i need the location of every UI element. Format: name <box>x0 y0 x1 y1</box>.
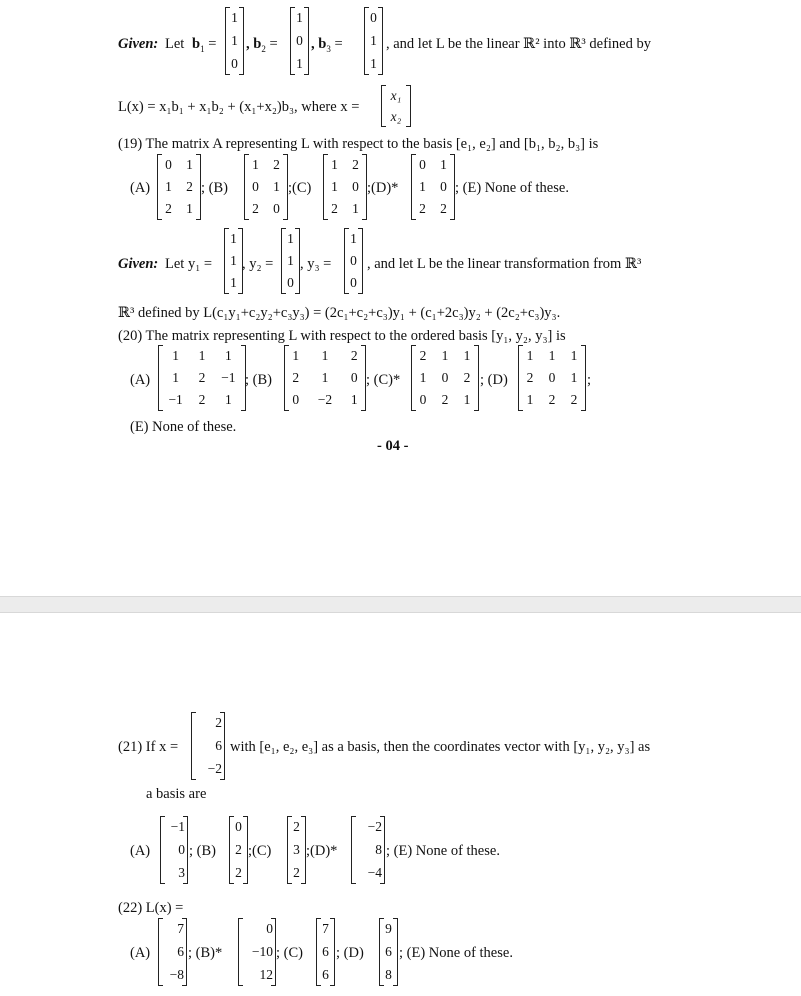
matrix-cell: 2 <box>419 201 426 216</box>
matrix-cell: 1 <box>440 157 447 172</box>
vector-b2 <box>290 7 309 75</box>
b3-label: , $b_3$ = <box>311 36 343 54</box>
q22-option-b-label: ; (B)* <box>188 945 223 961</box>
q21-stem-middle: with [e₁, e₂, e₃] as a basis, then the coordinates vector with [y₁, y₂, y₃] as <box>230 739 651 755</box>
q21-option-c-label: ;(C) <box>248 843 272 859</box>
matrix-cell: 1 <box>321 348 329 363</box>
matrix-cell: 0 <box>252 179 259 194</box>
matrix-cell: 1 <box>419 179 426 194</box>
b2-label: , $b_2$ = <box>246 36 278 54</box>
matrix-cell: 0 <box>273 201 280 216</box>
matrix-cell: 2 <box>352 157 359 172</box>
matrix-cell: 3 <box>178 864 185 880</box>
matrix-cell: 2 <box>198 392 206 407</box>
matrix-cell: 2 <box>198 370 206 385</box>
matrix-cell: 1 <box>296 10 303 26</box>
matrix-cell: −10 <box>251 943 273 959</box>
q22-option-c-label: ; (C) <box>276 945 303 961</box>
b1-label: $b_1$ = <box>192 36 217 54</box>
matrix-cell: 2 <box>273 157 280 172</box>
q19-option-a-label: (A) <box>130 180 151 196</box>
matrix-cell: 8 <box>375 841 382 857</box>
matrix-cell: 1 <box>292 348 300 363</box>
matrix-cell: 1 <box>441 348 449 363</box>
given1-tail: , and let L be the linear ℝ² into ℝ³ defined by <box>386 36 651 52</box>
let-text: Let <box>165 36 185 52</box>
matrix-cell: 12 <box>259 966 273 982</box>
matrix-cell: 1 <box>186 157 193 172</box>
matrix-cell: 2 <box>419 348 427 363</box>
vector-y1 <box>224 228 243 294</box>
matrix-cell: 6 <box>385 943 392 959</box>
matrix-cell: 1 <box>287 231 294 246</box>
q20-matrix-b <box>284 345 366 411</box>
q22-vector-d <box>379 918 398 986</box>
matrix-cell: 1 <box>352 201 359 216</box>
matrix-cell: 0 <box>419 392 427 407</box>
matrix-cell: 2 <box>165 201 172 216</box>
matrix-cell: 2 <box>186 179 193 194</box>
matrix-cell: −8 <box>169 966 184 982</box>
matrix-cell: 8 <box>385 966 392 982</box>
matrix-cell: 0 <box>350 275 357 290</box>
matrix-cell: 0 <box>292 392 300 407</box>
matrix-cell: 2 <box>235 841 242 857</box>
q21-vector-d <box>351 816 385 884</box>
q20-matrix-d <box>518 345 586 411</box>
q19-matrix-b <box>244 154 288 220</box>
matrix-cell: 1 <box>296 55 303 71</box>
matrix-cell: −2 <box>367 819 382 835</box>
matrix-cell: 2 <box>440 201 447 216</box>
matrix-cell: 6 <box>177 943 184 959</box>
matrix-cell: 7 <box>322 921 329 937</box>
matrix-cell: 0 <box>441 370 449 385</box>
page-number: - 04 - <box>377 438 409 454</box>
q19-matrix-c <box>323 154 367 220</box>
matrix-cell: 1 <box>224 348 232 363</box>
matrix-cell: 0 <box>350 370 358 385</box>
matrix-cell: 1 <box>230 231 237 246</box>
q20-matrix-a <box>158 345 246 411</box>
matrix-cell: 0 <box>350 253 357 268</box>
matrix-cell: −4 <box>367 864 382 880</box>
matrix-cell: 6 <box>322 966 329 982</box>
q22-vector-b <box>238 918 276 986</box>
q19-option-c-label: ;(C) <box>288 180 312 196</box>
matrix-cell: 1 <box>230 275 237 290</box>
matrix-cell: 1 <box>186 201 193 216</box>
q21-option-a-label: (A) <box>130 843 151 859</box>
matrix-cell: 2 <box>252 201 259 216</box>
matrix-cell: 1 <box>273 179 280 194</box>
matrix-cell: 1 <box>570 348 578 363</box>
q22-stem: (22) L(x) = <box>118 900 184 916</box>
matrix-cell: 1 <box>370 32 377 48</box>
matrix-cell: 1 <box>224 392 232 407</box>
q20-matrix-c <box>411 345 479 411</box>
matrix-cell: 2 <box>292 370 300 385</box>
q21-vector-b <box>229 816 248 884</box>
matrix-cell: 1 <box>526 392 534 407</box>
q19-stem: (19) The matrix A representing L with respect to the basis [e₁, e₂] and [b₁, b₂, b₃] is <box>118 136 599 152</box>
matrix-cell: 1 <box>331 157 338 172</box>
vector-b1 <box>225 7 244 75</box>
matrix-cell: −1 <box>168 392 183 407</box>
matrix-cell: 1 <box>548 348 556 363</box>
q20-end-separator: ; <box>587 372 592 388</box>
q22-option-d-label: ; (D) <box>336 945 364 961</box>
matrix-cell: 0 <box>231 55 238 71</box>
page-separator <box>0 596 801 613</box>
matrix-cell: 2 <box>463 370 471 385</box>
matrix-cell: x₂ <box>390 108 402 124</box>
given-label: Given: <box>118 256 159 272</box>
matrix-cell: 0 <box>287 275 294 290</box>
matrix-cell: 2 <box>331 201 338 216</box>
matrix-cell: 2 <box>293 819 300 835</box>
q20-option-d-label: ; (D) <box>480 372 508 388</box>
q20-option-c-label: ; (C)* <box>366 372 401 388</box>
matrix-cell: 1 <box>321 370 329 385</box>
q21-stem-start: (21) If x = <box>118 739 179 755</box>
matrix-cell: −1 <box>221 370 236 385</box>
q22-vector-a <box>158 918 187 986</box>
q20-option-e-label: (E) None of these. <box>130 419 237 435</box>
matrix-cell: 2 <box>235 864 242 880</box>
q19-matrix-a <box>157 154 201 220</box>
matrix-cell: 1 <box>198 348 206 363</box>
matrix-cell: 0 <box>419 157 426 172</box>
matrix-cell: 1 <box>165 179 172 194</box>
matrix-cell: 1 <box>231 10 238 26</box>
document-page-2 <box>0 613 801 996</box>
matrix-cell: 1 <box>331 179 338 194</box>
matrix-cell: 1 <box>570 370 578 385</box>
matrix-cell: 9 <box>385 921 392 937</box>
vector-y3 <box>344 228 363 294</box>
q21-vector-c <box>287 816 306 884</box>
q19-option-e-label: ; (E) None of these. <box>455 180 569 196</box>
q20-option-a-label: (A) <box>130 372 151 388</box>
matrix-cell: −2 <box>207 760 222 776</box>
matrix-cell: 0 <box>296 32 303 48</box>
matrix-cell: 1 <box>172 370 179 385</box>
matrix-cell: 2 <box>441 392 449 407</box>
vector-y2 <box>281 228 300 294</box>
matrix-cell: 0 <box>235 819 242 835</box>
q21-option-e-label: ; (E) None of these. <box>386 843 500 859</box>
q21-option-b-label: ; (B) <box>189 843 216 859</box>
matrix-cell: 1 <box>350 231 357 246</box>
matrix-cell: 7 <box>177 921 184 937</box>
matrix-cell: 2 <box>526 370 534 385</box>
q20-option-b-label: ; (B) <box>245 372 272 388</box>
q20-stem: (20) The matrix representing L with respect to the ordered basis [y₁, y₂, y₃] is <box>118 328 566 344</box>
matrix-cell: 2 <box>548 392 556 407</box>
matrix-cell: 0 <box>178 841 185 857</box>
q22-vector-c <box>316 918 335 986</box>
matrix-cell: 0 <box>370 10 377 26</box>
matrix-cell: 0 <box>548 370 556 385</box>
matrix-cell: 2 <box>350 348 358 363</box>
matrix-cell: −2 <box>317 392 333 407</box>
matrix-cell: x₁ <box>390 87 402 103</box>
matrix-cell: 1 <box>463 348 471 363</box>
matrix-cell: 1 <box>231 32 238 48</box>
matrix-cell: 6 <box>322 943 329 959</box>
y3-label: , y₃ = <box>300 256 332 272</box>
matrix-cell: 0 <box>352 179 359 194</box>
matrix-cell: 0 <box>165 157 172 172</box>
matrix-cell: 1 <box>463 392 471 407</box>
matrix-cell: 1 <box>230 253 237 268</box>
matrix-cell: 1 <box>350 392 358 407</box>
q21-option-d-label: ;(D)* <box>306 843 338 859</box>
vector-x <box>381 85 411 127</box>
transformation-definition: ℝ³ defined by L(c₁y₁+c₂y₂+c₃y₃) = (2c₁+c₂+c₃)y₁ + (c₁+2c₃)y₂ + (2c₂+c₃)y₃. <box>118 305 561 321</box>
matrix-cell: 3 <box>293 841 300 857</box>
y2-label: , y₂ = <box>242 256 274 272</box>
q19-matrix-d <box>411 154 455 220</box>
matrix-cell: 1 <box>526 348 534 363</box>
matrix-cell: 2 <box>215 715 222 731</box>
q21-vector-x <box>191 712 225 780</box>
matrix-cell: 1 <box>252 157 259 172</box>
matrix-cell: 2 <box>570 392 578 407</box>
matrix-cell: 1 <box>172 348 179 363</box>
matrix-cell: 1 <box>287 253 294 268</box>
q22-option-e-label: ; (E) None of these. <box>399 945 513 961</box>
matrix-cell: 2 <box>293 864 300 880</box>
given-label: Given: <box>118 36 159 52</box>
q21-stem-end: a basis are <box>146 786 207 802</box>
mapping-definition: L(x) = x₁b₁ + x₁b₂ + (x₁+x₂)b₃, where x = <box>118 99 360 115</box>
matrix-cell: 1 <box>419 370 427 385</box>
matrix-cell: 0 <box>440 179 447 194</box>
matrix-cell: 6 <box>215 737 222 753</box>
given2-tail: , and let L be the linear transformation from ℝ³ <box>367 256 642 272</box>
let-y1-text: Let y₁ = <box>165 256 213 272</box>
q19-option-b-label: ; (B) <box>201 180 228 196</box>
q22-option-a-label: (A) <box>130 945 151 961</box>
matrix-cell: 1 <box>370 55 377 71</box>
q19-option-d-label: ;(D)* <box>367 180 399 196</box>
q21-vector-a <box>160 816 188 884</box>
matrix-cell: −1 <box>170 819 185 835</box>
vector-b3 <box>364 7 383 75</box>
matrix-cell: 0 <box>266 921 273 937</box>
